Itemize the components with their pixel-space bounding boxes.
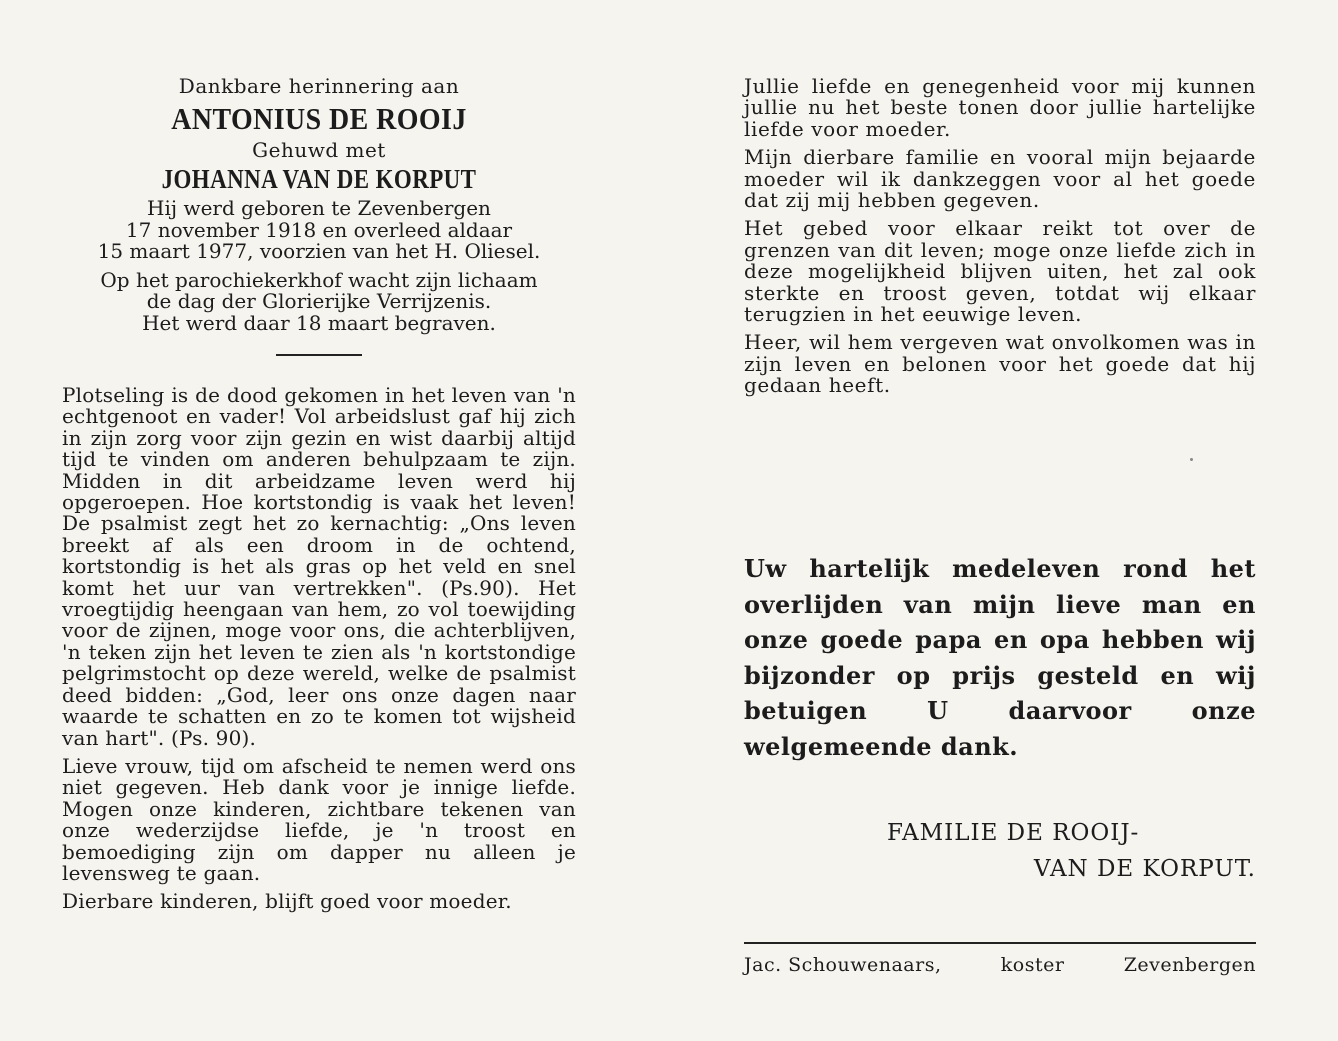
left-column: [62, 74, 576, 920]
right-column: [744, 76, 1256, 404]
family-signature: [744, 815, 1256, 887]
bottom-rule: [744, 942, 1256, 944]
burial-line: Het werd daar 18 maart begraven.: [142, 310, 496, 335]
thanks-block: [744, 551, 1256, 765]
thanks-text: Uw hartelijk medeleven rond het overlijden van mijn lieve man en onze goede papa en opa hebben wij bijzonder op prijs gesteld en wij betuigen U daarvoor onze welgemeende dank.: [744, 554, 1256, 761]
paragraph: Lieve vrouw, tijd om afscheid te nemen werd ons niet gegeven. Heb dank voor je innige liefde. Mogen onze kinderen, zichtbare tekenen van onze wederzijdse liefde, je 'n troost en bemoediging zijn om dapper nu alleen je levensweg te gaan.: [62, 753, 576, 885]
paragraph: Dierbare kinderen, blijft goed voor moeder.: [62, 889, 512, 914]
bio-block: [62, 198, 576, 263]
paragraph: Heer, wil hem vergeven wat onvolkomen was in zijn leven en belonen voor het goede dat hij gedaan heeft.: [744, 330, 1256, 398]
paragraph: Mijn dierbare familie en vooral mijn bejaarde moeder wil ik dankzeggen voor al het goede dat zij mij hebben gegeven.: [744, 145, 1256, 213]
printer-name: Jac. Schouwenaars,: [744, 954, 942, 976]
married-text: Gehuwd met: [252, 138, 386, 162]
speck: [1190, 458, 1193, 461]
burial-line: Op het parochiekerkhof wacht zijn lichaam: [100, 267, 538, 292]
spouse-name: JOHANNA VAN DE KORPUT: [161, 164, 477, 194]
divider-line: [276, 354, 362, 356]
intro-text: Dankbare herinnering aan: [178, 74, 460, 98]
paragraph: Het gebed voor elkaar reikt tot over de grenzen van dit leven; moge onze liefde zich in deze mogelijkheid blijven uiten, het zal ook sterkte en troost geven, totdat wij elkaar terugzien in het eeuwige leven.: [744, 216, 1256, 327]
paragraph: Plotseling is de dood gekomen in het leven van 'n echtgenoot en vader! Vol arbeidslust gaf hij zich in zijn zorg voor zijn gezin en wist daarbij altijd tijd te vinden om anderen behulpzaam te zijn. Midden in dit arbeidzame leven werd hij opgeroepen. Hoe kortstondig is vaak het leven! De psalmist zegt het zo kernachtig: „Ons leven breekt af als een droom in de ochtend, kortstondig is het als gras op het veld en snel komt het uur van vertrekken". (Ps.90). Het vroegtijdig heengaan van hem, zo vol toewijding voor de zijnen, moge voor ons, die achterblijven, 'n teken zijn het leven te zien als 'n kortstondige pelgrimstocht op deze wereld, welke de psalmist deed bidden: „God, leer ons onze dagen naar waarde te schatten en zo te komen tot wijsheid van hart". (Ps. 90).: [62, 383, 576, 750]
signature-line: FAMILIE DE ROOIJ-: [887, 820, 1140, 846]
bio-line: Hij werd geboren te Zevenbergen: [147, 196, 491, 220]
printer-role: koster: [1000, 954, 1065, 976]
bio-line: 15 maart 1977, voorzien van het H. Oliesel.: [97, 239, 541, 263]
deceased-name: ANTONIUS DE ROOIJ: [171, 101, 467, 136]
burial-line: de dag der Glorierijke Verrijzenis.: [146, 289, 492, 313]
bio-line: 17 november 1918 en overleed aldaar: [125, 217, 513, 242]
burial-block: [62, 267, 576, 335]
left-body-text: [62, 385, 576, 913]
paragraph: Jullie liefde en genegenheid voor mij kunnen jullie nu het beste tonen door jullie hartelijke liefde voor moeder.: [744, 74, 1256, 141]
printer-place: Zevenbergen: [1123, 954, 1256, 976]
signature-line: VAN DE KORPUT.: [1033, 856, 1256, 882]
printer-credit: [744, 953, 1256, 977]
